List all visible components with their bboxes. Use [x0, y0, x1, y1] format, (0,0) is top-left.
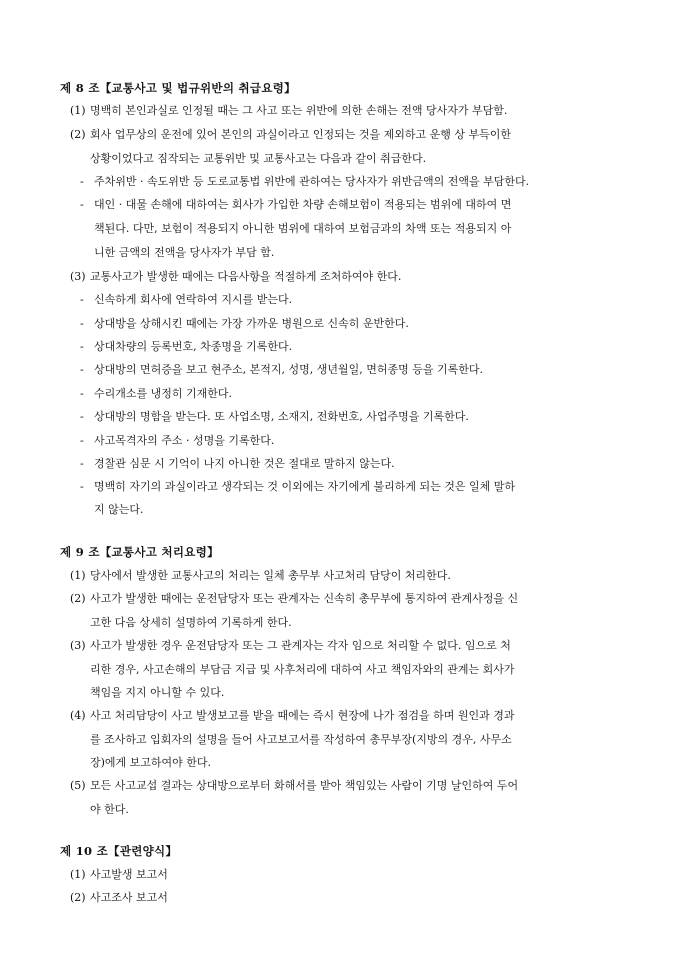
article-8-bullet: - 사고목격자의 주소 · 성명을 기록한다.: [80, 434, 275, 447]
article-8-bullet: - 경찰관 심문 시 기억이 나지 아니한 것은 절대로 말하지 않는다.: [80, 457, 395, 470]
article-8-item: (1) 명백히 본인과실로 인정될 때는 그 사고 또는 위반에 의한 손해는 전액 당사자가 부담함.: [70, 104, 508, 117]
article-9-item: (5) 모든 사고교섭 결과는 상대방으로부터 화해서를 받아 책임있는 사람이 기명 날인하여 두어: [70, 779, 519, 792]
article-9-item: (2) 사고가 발생한 때에는 운전담당자 또는 관계자는 신속히 총무부에 통지하여 관계사정을 신: [70, 592, 519, 605]
article-9-item: (3) 사고가 발생한 경우 운전담당자 또는 그 관계자는 각자 임으로 처리할 수 없다. 임으로 처: [70, 639, 511, 652]
article-9-item-cont: 고한 다음 상세히 설명하여 기록하게 한다.: [90, 616, 292, 629]
article-9-item: (1) 당사에서 발생한 교통사고의 처리는 일체 총무부 사고처리 담당이 처리한다.: [70, 569, 451, 582]
article-8-bullet: - 상대방을 상해시킨 때에는 가장 가까운 병원으로 신속히 운반한다.: [80, 317, 409, 330]
article-8-bullet-cont: 지 않는다.: [94, 503, 144, 516]
article-8-bullet: - 수리개소를 냉정히 기재한다.: [80, 387, 233, 400]
article-8-bullet: - 상대방의 면허증을 보고 현주소, 본적지, 성명, 생년월일, 면허종명 등을 기록한다.: [80, 363, 483, 376]
article-9-item-cont: 리한 경우, 사고손해의 부담금 지급 및 사후처리에 대하여 사고 책임자와의 관계는 회사가: [90, 663, 515, 676]
article-8-item: (3) 교통사고가 발생한 때에는 다음사항을 적절하게 조처하여야 한다.: [70, 270, 402, 283]
article-8-bullet: - 신속하게 회사에 연락하여 지시를 받는다.: [80, 293, 293, 306]
article-9-item-cont: 장)에게 보고하여야 한다.: [90, 756, 212, 769]
article-10-item: (1) 사고발생 보고서: [70, 868, 168, 881]
article-9-item: (4) 사고 처리담당이 사고 발생보고를 받을 때에는 즉시 현장에 나가 점검을 하며 원인과 경과: [70, 709, 515, 722]
article-8-bullet-cont: 니한 금액의 전액을 당사자가 부담 함.: [94, 246, 275, 259]
article-8-bullet: - 주차위반 · 속도위반 등 도로교통법 위반에 관하여는 당사자가 위반금액의 전액을 부담한다.: [80, 175, 530, 188]
article-8-item: (2) 회사 업무상의 운전에 있어 본인의 과실이라고 인정되는 것을 제외하고 운행 상 부득이한: [70, 128, 511, 141]
article-8-bullet: - 상대방의 명함을 받는다. 또 사업소명, 소재지, 전화번호, 사업주명을 기록한다.: [80, 410, 469, 423]
article-8-bullet: - 대인 · 대물 손해에 대하여는 회사가 가입한 차량 손해보험이 적용되는 범위에 대하여 면: [80, 198, 512, 211]
article-9-title: 제 9 조【교통사고 처리요령】: [60, 545, 219, 559]
article-9-item-cont: 야 한다.: [90, 803, 129, 816]
article-8-bullet-cont: 책된다. 다만, 보험이 적용되지 아니한 범위에 대하여 보험금과의 차액 또는 적용되지 아: [94, 222, 512, 235]
article-10-item: (2) 사고조사 보고서: [70, 891, 168, 904]
article-8-bullet: - 명백히 자기의 과실이라고 생각되는 것 이외에는 자기에게 불리하게 되는 것은 일체 말하: [80, 480, 515, 493]
article-8-title: 제 8 조【교통사고 및 법규위반의 취급요령】: [60, 81, 296, 95]
article-9-item-cont: 를 조사하고 입회자의 설명을 들어 사고보고서를 작성하여 총무부장(지방의 경우, 사무소: [90, 733, 512, 746]
article-8-bullet: - 상대차량의 등록번호, 차종명을 기록한다.: [80, 340, 293, 353]
article-8-item-cont: 상황이었다고 짐작되는 교통위반 및 교통사고는 다음과 같이 취급한다.: [90, 152, 427, 165]
article-9-item-cont: 책임을 지지 아니할 수 있다.: [90, 686, 225, 699]
article-10-title: 제 10 조【관련양식】: [60, 844, 178, 858]
